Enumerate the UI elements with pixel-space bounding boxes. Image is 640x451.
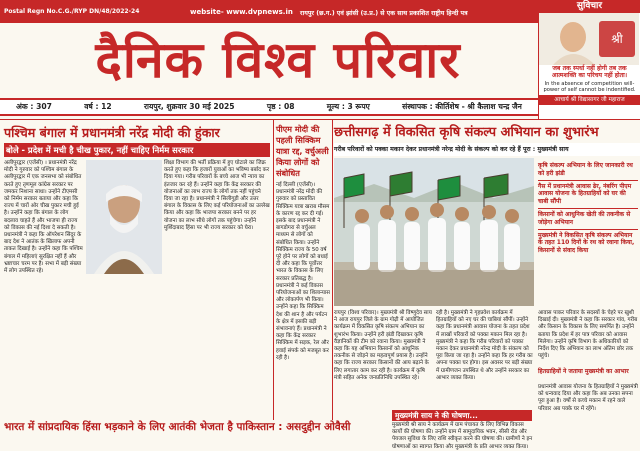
cg-event-photo	[334, 158, 534, 306]
pm-bengal-subhead: बोले - प्रदेश में मची है चीख पुकार, नहीं चाहिए निर्मम सरकार	[4, 143, 270, 157]
cg-headline[interactable]: छत्तीसगढ़ में विकसित कृषि संकल्प अभियान का शुभारंभ	[334, 125, 599, 140]
announcement-headline[interactable]: मुख्यमंत्री साय ने की घोषणा...	[392, 410, 532, 421]
issue-varsh: वर्ष : 12	[84, 102, 112, 111]
cg-bullet-item: किसानों को आधुनिक खेती की तकनीक से जोड़ेगा अभियान	[538, 209, 638, 230]
announcement-body: मुख्यमंत्री श्री साय ने कार्यक्रम में ग्राम पंचायत के लिए विभिन्न विकास कार्यों की घोषणा की। उन्होंने ग्राम में सामुदायिक भवन, सीसी रोड और पेयजल सुविधा के लिए राशि स्वीकृत करने की घोषणा की। ग्रामीणों ने इन घोषणाओं का स्वागत किया और मुख्यमंत्री के प्रति आभार व्यक्त किया।	[392, 422, 533, 450]
postal-registration: Postal Regn No.C.G./RYP DN/48/2022-24	[4, 8, 140, 15]
cg-body-col2: रही है। मुख्यमंत्री ने गृहप्रवेश कार्यक्रम में हितग्राहियों को नए घर की चाबियां सौंपीं। उन्होंने कहा कि प्रधानमंत्री आवास योजना के तहत प्रदेश में लाखों परिवारों को पक्का मकान मिल रहा है। मुख्यमंत्री ने कहा कि गरीब परिवारों को पक्का मकान देकर प्रधानमंत्री नरेन्द्र मोदी के संकल्प को पूरा किया जा रहा है। उन्होंने कहा कि हर गरीब का अपना पक्का घर होगा। इस अवसर पर बड़ी संख्या में ग्रामीणजन उपस्थित थे और उन्होंने सरकार का आभार व्यक्त किया।	[436, 310, 533, 381]
pm-modi-photo	[86, 160, 162, 274]
issue-place-date: रायपुर, शुक्रवार 30 मई 2025	[143, 102, 235, 111]
suvichar-hindi: जब तक स्पर्धा नहीं होगी तब तक आत्मशक्ति का परिचय नहीं होता।	[551, 65, 628, 80]
cg-bullets	[538, 160, 638, 306]
masthead: दैनिक विश्व परिवार	[95, 30, 461, 89]
cg-bullet-item: कृषि संकल्प अभियान के लिए जानकारी रथ को हरी झंडी	[538, 160, 638, 181]
cg-right-subhead: हितग्राहियों ने जताया मुख्यमंत्री का आभार	[538, 368, 629, 375]
issue-ank: अंक : 307	[16, 102, 52, 111]
website-link[interactable]: website- www.dvpnews.in	[190, 8, 293, 16]
edition-line: रायपुर (छ.ग.) एवं झांसी (उ.प्र.) से एक साथ प्रकाशित राष्ट्रीय हिन्दी पत्र	[300, 10, 468, 17]
suvichar-attribution: आचार्य श्री विद्यासागर जी महाराज	[539, 95, 640, 105]
suvichar-english: In the absence of competition will-power of self cannot be indentified.	[543, 80, 636, 94]
sikkim-headline[interactable]: पीएम मोदी की पहली सिक्किम यात्रा रद्द, वर्चुअली किया लोगों को संबोधित	[276, 124, 329, 178]
cg-body-right2: प्रधानमंत्री आवास योजना के हितग्राहियों ने मुख्यमंत्री को धन्यवाद दिया और कहा कि अब उनका सपना पूरा हुआ है। वर्षों से कच्चे मकान में रहने वाले परिवार अब पक्के घर में रहेंगे।	[538, 384, 638, 412]
divider	[273, 120, 274, 420]
cg-body-col1: रायपुर (विश्व परिवार)। मुख्यमंत्री श्री विष्णुदेव साय ने आज रायपुर जिले के ग्राम गोढ़ी में आयोजित कार्यक्रम में विकसित कृषि संकल्प अभियान का शुभारंभ किया। उन्होंने हरी झंडी दिखाकर कृषि वैज्ञानिकों की टीम को रवाना किया। मुख्यमंत्री ने कहा कि यह अभियान किसानों को आधुनिक तकनीक से जोड़ने का महत्वपूर्ण प्रयास है। उन्होंने कहा कि राज्य सरकार किसानों की आय बढ़ाने के लिए लगातार काम कर रही है। कार्यक्रम में कृषि मंत्री सहित अनेक जनप्रतिनिधि उपस्थित रहे।	[334, 310, 432, 381]
issue-price: मूल्य : 3 रूपए	[326, 102, 370, 111]
pakistan-headline[interactable]: भारत में सांप्रदायिक हिंसा भड़काने के लिए आतंकी भेजता है पाकिस्तान : असदुद्दीन ओवैसी	[4, 421, 351, 433]
suvichar-title: सुविचार	[539, 0, 640, 13]
cg-subhead: गरीब परिवारों को पक्का मकान देकर प्रधानमंत्री नरेन्द्र मोदी के संकल्प को कर रहे हैं पूरा : मुख्यमंत्री साय	[334, 143, 640, 156]
sikkim-body: नई दिल्ली (एजेंसी)। प्रधानमंत्री नरेंद्र मोदी की गुरुवार को प्रस्तावित सिक्किम यात्रा खराब मौसम के कारण रद्द कर दी गई। इसके बाद प्रधानमंत्री ने बागडोगरा से वर्चुअल माध्यम से लोगों को संबोधित किया। उन्होंने सिक्किम राज्य के 50 वर्ष पूरे होने पर लोगों को बधाई दी और कहा कि पूर्वोत्तर भारत के विकास के लिए सरकार प्रतिबद्ध है। प्रधानमंत्री ने कई विकास परियोजनाओं का शिलान्यास और लोकार्पण भी किया। उन्होंने कहा कि सिक्किम देश की शान है और पर्यटन के क्षेत्र में इसकी बड़ी संभावनाएं हैं। प्रधानमंत्री ने कहा कि केंद्र सरकार सिक्किम में सड़क, रेल और हवाई संपर्क को मजबूत कर रही है।	[276, 182, 330, 361]
suvichar-box	[538, 0, 640, 120]
divider	[0, 119, 640, 120]
divider	[332, 120, 333, 420]
svg-text:श्री: श्री	[611, 32, 623, 46]
pm-bengal-col1: अलीपुरद्वार (एजेंसी) । प्रधानमंत्री नरेंद्र मोदी ने गुरुवार को पश्चिम बंगाल के अलीपुरद्वार में एक जनसभा को संबोधित करते हुए तृणमूल कांग्रेस सरकार पर जमकर निशाना साधा। उन्होंने टीएमसी को निर्मम सरकार बताया और कहा कि राज्य में चारों ओर चीख पुकार मची हुई है। उन्होंने कहा कि बंगाल के लोग बदलाव चाहते हैं और भाजपा ही राज्य को विकास की नई दिशा दे सकती है। प्रधानमंत्री ने कहा कि ऑपरेशन सिंदूर के बाद देश ने आतंक के खिलाफ अपनी ताकत दिखाई है। उन्होंने कहा कि पश्चिम बंगाल में महिलाएं सुरक्षित नहीं हैं और भ्रष्टाचार चरम पर है। सभा में बड़ी संख्या में लोग उपस्थित रहे।	[4, 160, 83, 275]
pm-bengal-col2: शिक्षा विभाग की भर्ती प्रक्रिया में हुए घोटाले का जिक्र करते हुए कहा कि हजारों युवाओं का भविष्य बर्बाद कर दिया गया। गरीब परिवारों के बच्चे आज भी न्याय का इंतजार कर रहे हैं। उन्होंने कहा कि केंद्र सरकार की योजनाओं का लाभ राज्य के लोगों तक नहीं पहुंचने दिया जा रहा है। प्रधानमंत्री ने सिलीगुड़ी और उत्तर बंगाल के विकास के लिए कई परियोजनाओं का उल्लेख किया और कहा कि भाजपा सरकार बनने पर हर योजना का लाभ सीधे लोगों तक पहुंचेगा। उन्होंने मुर्शिदाबाद हिंसा पर भी राज्य सरकार को घेरा।	[164, 160, 270, 231]
cg-body-right: आवास पाकर परिवार के सदस्यों के चेहरे पर खुशी दिखाई दी। मुख्यमंत्री ने कहा कि सरकार गांव, गरीब और किसान के विकास के लिए समर्पित है। उन्होंने बताया कि प्रदेश में हर पात्र परिवार को आवास मिलेगा। उन्होंने कृषि विभाग के अधिकारियों को निर्देश दिए कि अभियान का लाभ अंतिम छोर तक पहुंचे।	[538, 310, 638, 360]
issue-pages: पृष्ठ : 08	[266, 102, 295, 111]
acharya-portrait	[539, 13, 639, 65]
issue-founder: संस्थापक : कीर्तिशेष - श्री कैलाश चन्द्र जैन	[402, 102, 522, 111]
issue-bar	[0, 98, 538, 116]
cg-bullet-item: मुख्यमंत्री ने विकसित कृषि संकल्प अभियान के तहत 110 दिनों के रथ को रवाना किया, किसानों से संवाद किया	[538, 231, 635, 255]
cg-bullet-item: गैस में प्रधानमंत्री आवास ढेर, नंबरिंग पीएम आवास योजना के हितग्राहियों को घर की चाबी सौंपी	[538, 181, 638, 209]
pm-bengal-headline[interactable]: पश्चिम बंगाल में प्रधानमंत्री नरेंद्र मोदी की हुंकार	[4, 125, 220, 140]
